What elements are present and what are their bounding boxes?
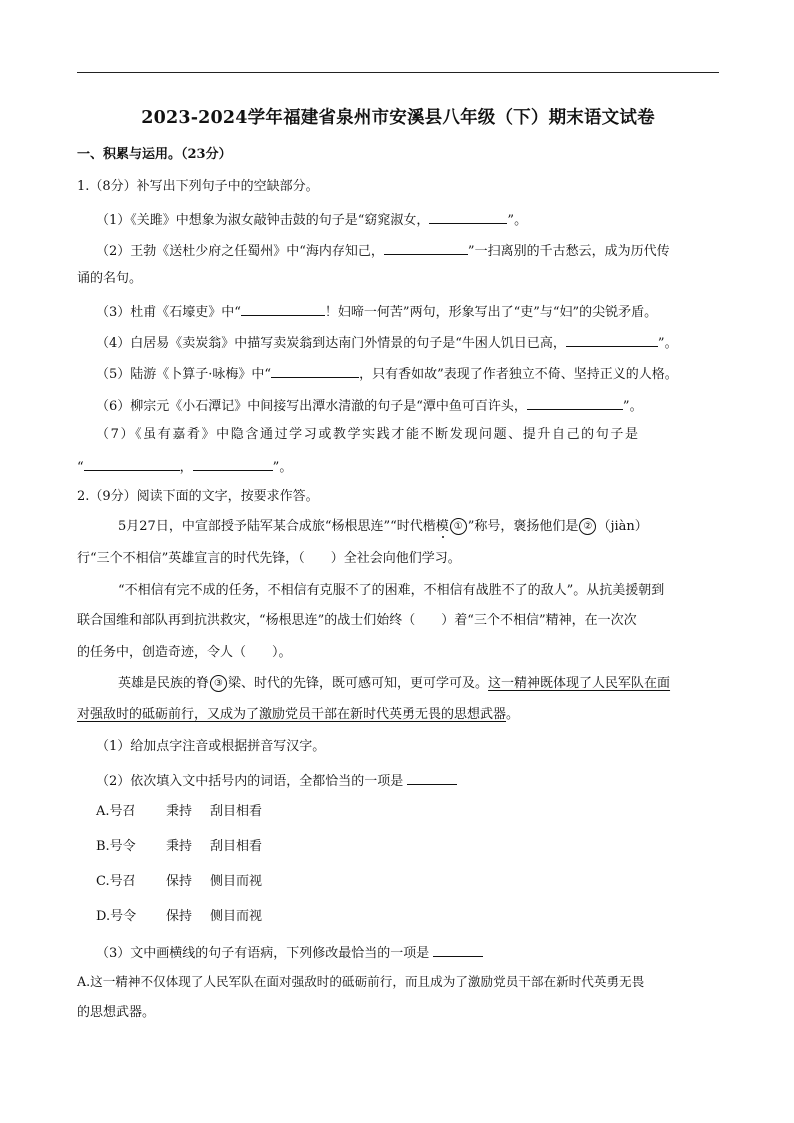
answer-blank[interactable]: [271, 363, 359, 378]
passage-para-2-end: 的任务中，创造奇迹，令人（ ）。: [77, 645, 292, 660]
dotted-char: 模: [435, 519, 449, 534]
q1-item-5: （5）陆游《卜算子·咏梅》中“ ，只有香如故”表现了作者独立不倚、坚持正义的人格。: [96, 363, 678, 384]
answer-blank[interactable]: [193, 456, 273, 471]
answer-option-a-cont: 的思想武器。: [77, 1005, 156, 1020]
answer-blank[interactable]: [384, 240, 468, 255]
q1-item-2: （2）王勃《送杜少府之任蜀州》中“海内存知己， ”一扫离别的千古愁云，成为历代传: [96, 240, 670, 261]
underlined-sentence: 这一精神既体现了人民军队在面: [488, 676, 671, 691]
passage-para-1: 5月27日，中宣部授予陆军某合成旅“杨根思连”“时代楷模 ① ”称号，褒扬他们是 ② （jiàn）: [118, 519, 648, 534]
option-d[interactable]: D.号令 保持 侧目而视: [96, 909, 263, 924]
section-heading: 一、积累与运用。（23分）: [77, 147, 232, 162]
option-c[interactable]: C.号召 保持 侧目而视: [96, 874, 263, 889]
question-1-heading: 1.（8分）补写出下列句子中的空缺部分。: [77, 179, 319, 194]
q1-item-7-cont: “ ， ”。: [77, 456, 292, 477]
q2-sub-1: （1）给加点字注音或根据拼音写汉字。: [96, 739, 326, 754]
circled-number-3: ③: [210, 675, 227, 692]
underlined-sentence-cont: 对强敌时的砥砺前行，又成为了激励党员干部在新时代英勇无畏的思想武器: [77, 707, 507, 722]
answer-option-a[interactable]: A.这一精神不仅体现了人民军队在面对强敌时的砥砺前行，而且成为了激励党员干部在新时代英勇无畏: [77, 974, 645, 989]
passage-para-3-cont: 对强敌时的砥砺前行，又成为了激励党员干部在新时代英勇无畏的思想武器。: [77, 707, 520, 722]
page-title: 2023-2024学年福建省泉州市安溪县八年级（下）期末语文试卷: [141, 108, 655, 128]
question-2-heading: 2.（9分）阅读下面的文字，按要求作答。: [77, 489, 319, 504]
q1-item-2-cont: 诵的名句。: [77, 271, 143, 286]
q1-item-4: （4）白居易《卖炭翁》中描写卖炭翁到达南门外情景的句子是“牛困人饥日已高， ”。: [96, 332, 678, 353]
circled-number-1: ①: [450, 518, 467, 535]
q1-item-6: （6）柳宗元《小石潭记》中间接写出潭水清澈的句子是“潭中鱼可百许头， ”。: [96, 395, 643, 416]
circled-number-2: ②: [579, 518, 596, 535]
answer-blank[interactable]: [241, 301, 325, 316]
q1-item-7: （7）《虽有嘉肴》中隐含通过学习或教学实践才能不断发现问题、提升自己的句子是: [96, 427, 640, 442]
answer-blank[interactable]: [429, 209, 507, 224]
q2-sub-2: （2）依次填入文中括号内的词语，全都恰当的一项是: [96, 770, 457, 791]
q1-item-1: （1）《关雎》中想象为淑女敲钟击鼓的句子是“窈窕淑女， ”。: [96, 209, 527, 230]
header-rule: [77, 72, 719, 73]
answer-blank[interactable]: [527, 395, 623, 410]
passage-para-2-cont: 联合国维和部队再到抗洪救灾，“杨根思连”的战士们始终（ ）着“三个不相信”精神，在一次次: [77, 613, 637, 628]
option-b[interactable]: B.号令 秉持 刮目相看: [96, 839, 263, 854]
q1-item-3: （3）杜甫《石壕吏》中“ ！妇啼一何苦”两句，形象写出了“吏”与“妇”的尖锐矛盾。: [96, 301, 657, 322]
option-a[interactable]: A.号召 秉持 刮目相看: [96, 804, 263, 819]
answer-blank[interactable]: [566, 332, 658, 347]
answer-blank[interactable]: [84, 456, 180, 471]
passage-para-1-cont: 行“三个不相信”英雄宣言的时代先锋，（ ）全社会向他们学习。: [77, 551, 461, 566]
passage-para-2: “不相信有完不成的任务，不相信有克服不了的困难，不相信有战胜不了的敌人”。从抗美援朝到: [118, 583, 665, 598]
answer-blank[interactable]: [407, 770, 457, 785]
passage-para-3: 英雄是民族的脊 ③ 梁、时代的先锋，既可感可知，更可学可及。这一精神既体现了人民军队在面: [118, 676, 671, 691]
answer-blank[interactable]: [433, 942, 483, 957]
q2-sub-3: （3）文中画横线的句子有语病，下列修改最恰当的一项是: [96, 942, 483, 963]
